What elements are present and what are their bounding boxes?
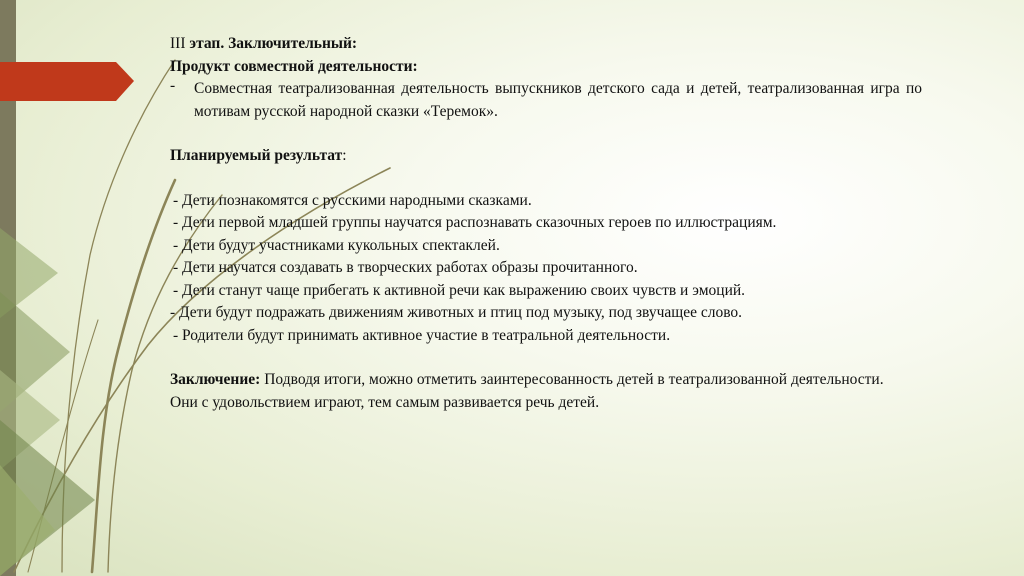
decor-curve <box>62 60 175 572</box>
result-item: - Дети познакомятся с русскими народными сказками. <box>173 191 532 209</box>
conclusion-label: Заключение: <box>170 371 261 388</box>
slide-content <box>170 33 922 414</box>
result-item: - Дети научатся создавать в творческих работах образы прочитанного. <box>173 259 638 276</box>
bullet-marker: - <box>170 77 176 94</box>
stage-number: III <box>170 35 186 52</box>
result-item: - Дети станут чаще прибегать к активной речи как выражению своих чувств и эмоций. <box>173 281 746 299</box>
planned-result-heading: Планируемый результат <box>170 147 343 164</box>
result-item: - Дети будут участниками кукольных спектаклей. <box>173 236 500 254</box>
product-bullet <box>170 78 922 123</box>
left-accent-bar <box>0 0 16 576</box>
decor-curve <box>92 180 175 572</box>
conclusion-paragraph <box>170 369 915 414</box>
stage-title: этап. Заключительный: <box>189 35 358 52</box>
result-item: - Родители будут принимать активное участие в театральной деятельности. <box>173 326 671 344</box>
result-item: - Дети будут подражать движениям животных и птиц под музыку, под звучащее слово. <box>170 304 743 321</box>
result-item: - Дети первой младшей группы научатся распознавать сказочных героев по иллюстрациям. <box>173 214 777 231</box>
accent-arrow <box>0 62 134 101</box>
product-heading: Продукт совместной деятельности: <box>170 57 418 75</box>
decor-curve <box>28 320 98 572</box>
stage-line <box>170 33 922 56</box>
product-bullet-text: Совместная театрализованная деятельность выпускников детского сада и детей, театрализованная игра по мотивам русской народной сказки «Теремок». <box>194 80 922 120</box>
planned-result-heading-line <box>170 145 922 168</box>
conclusion-text: Подводя итоги, можно отметить заинтересованность детей в театрализованной деятельности. Они с удовольствием играют, тем самым развивается речь детей. <box>170 371 884 411</box>
planned-result-colon: : <box>342 147 347 164</box>
